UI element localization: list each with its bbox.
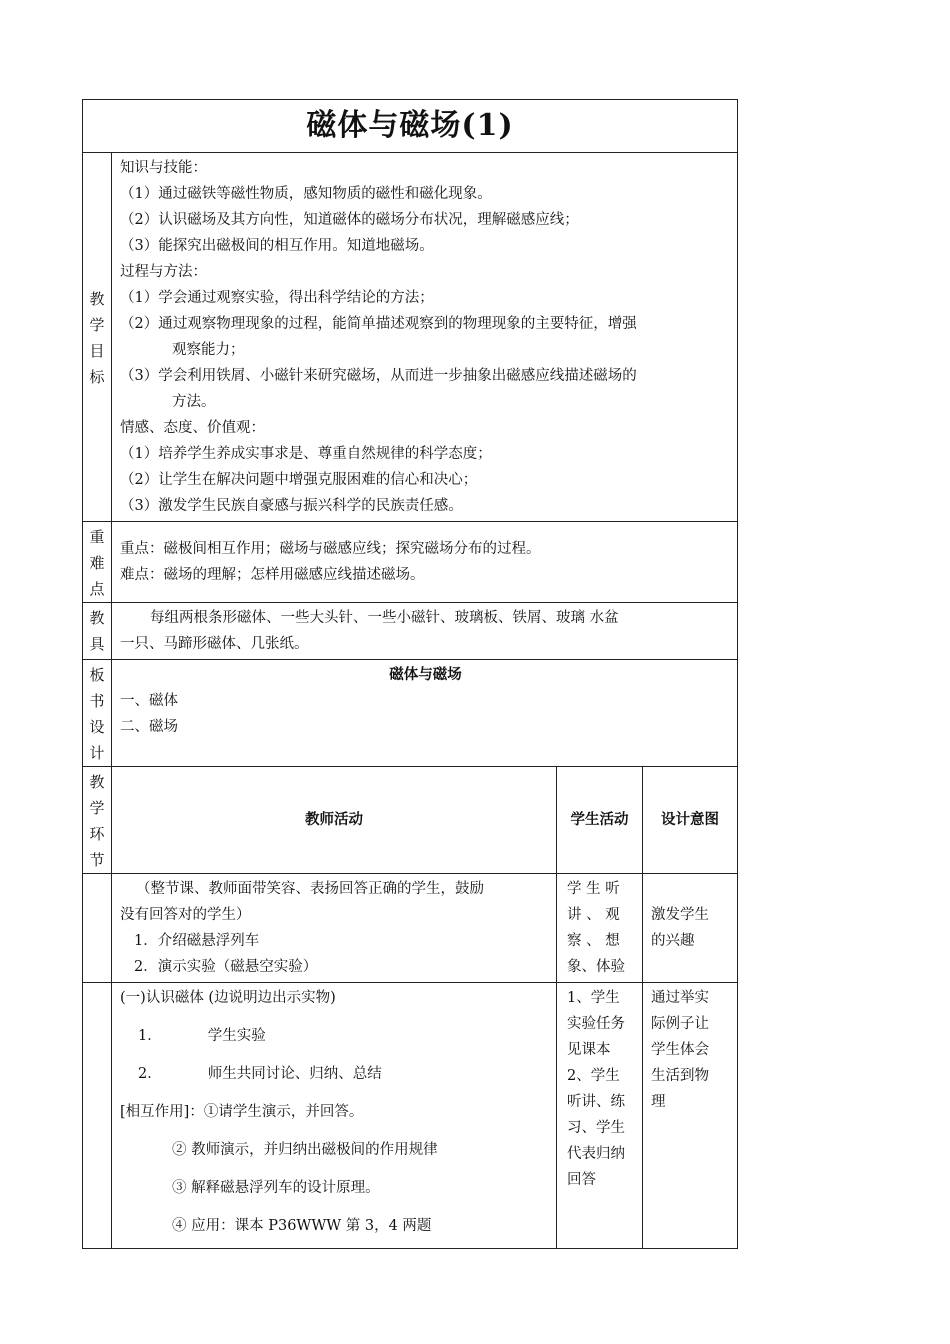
row1-teacher-line: 1．介绍磁悬浮列车 [134,933,260,949]
row2-step2: 2． 师生共同讨论、归纳、总结 [138,1066,382,1082]
row2-intent-line: 学生体会 [651,1042,709,1058]
row1-student-line: 学 生 听 [567,881,620,897]
board-content [112,660,738,767]
row1-teacher-line: 没有回答对的学生） [120,907,251,923]
board-label: 板 书 设 计 [83,660,112,767]
objective-line: （1）学会通过观察实验，得出科学结论的方法； [120,290,434,306]
objective-line: （2）认识磁场及其方向性，知道磁体的磁场分布状况，理解磁感应线； [120,212,579,228]
row1-intent-line: 激发学生 [651,907,709,923]
objective-line: 情感、态度、价值观： [120,420,265,436]
row2-point: ③ 解释磁悬浮列车的设计原理。 [172,1180,380,1196]
objective-line: （1）培养学生养成实事求是、尊重自然规律的科学态度； [120,446,492,462]
tools-line: 每组两根条形磁体、一些大头针、一些小磁针、玻璃板、铁屑、玻璃 水盆 [150,610,619,626]
row1-teacher [112,874,557,983]
row2-point: ④ 应用：课本 P36WWW 第 3，4 两题 [172,1218,432,1234]
objective-line: （1）通过磁铁等磁性物质，感知物质的磁性和磁化现象。 [120,186,492,202]
row2-intent-line: 通过举实 [651,990,709,1006]
lesson-plan-table [82,99,738,1249]
row2-student-line: 1、学生 [567,990,620,1006]
row2-step1: 1． 学生实验 [138,1028,266,1044]
teacher-activity-header: 教师活动 [112,767,557,874]
row1-intent [643,874,738,983]
tools-content [112,603,738,660]
row1-student [557,874,643,983]
row2-teacher [112,983,557,1249]
row2-student-line: 实验任务 [567,1016,625,1032]
row2-student-line: 见课本 [567,1042,611,1058]
row1-student-line: 察 、 想 [567,933,620,949]
row2-student-line: 听讲、练 [567,1094,625,1110]
row2-interaction: [相互作用]：①请学生演示，并回答。 [120,1104,364,1120]
row2-intent-line: 际例子让 [651,1016,709,1032]
objective-line: （2）让学生在解决问题中增强克服困难的信心和决心； [120,472,478,488]
objective-line: （3）能探究出磁极间的相互作用。知道地磁场。 [120,238,434,254]
row2-intro: (一)认识磁体 (边说明边出示实物) [120,990,336,1006]
row1-teacher-line: 2．演示实验（磁悬空实验） [134,959,318,975]
objective-line: 过程与方法： [120,264,207,280]
row2-student-line: 代表归纳 [567,1146,625,1162]
row1-student-line: 讲 、 观 [567,907,620,923]
objectives-content [112,153,738,522]
row1-student-line: 象、体验 [567,959,625,975]
row2-student-line: 习、学生 [567,1120,625,1136]
row2-intent-line: 理 [651,1094,666,1110]
objective-line: （3）学会利用铁屑、小磁针来研究磁场，从而进一步抽象出磁感应线描述磁场的 [120,368,637,384]
objective-line: 方法。 [172,394,216,410]
process-label: 教 学 环 节 [83,767,112,874]
difficulty-text: 难点：磁场的理解；怎样用磁感应线描述磁场。 [120,567,425,583]
row2-student-line: 回答 [567,1172,596,1188]
tools-line: 一只、马蹄形磁体、几张纸。 [120,636,309,652]
row1-intent-line: 的兴趣 [651,933,695,949]
row2-intent [643,983,738,1249]
page-title: 磁体与磁场(1) [83,100,738,153]
objective-line: （3）激发学生民族自豪感与振兴科学的民族责任感。 [120,498,463,514]
objective-line: 知识与技能： [120,160,207,176]
objectives-label: 教 学 目 标 [83,153,112,522]
board-item: 二、磁场 [120,719,178,735]
student-activity-header: 学生活动 [557,767,643,874]
row2-student [557,983,643,1249]
design-intent-header: 设计意图 [643,767,738,874]
objective-line: （2）通过观察物理现象的过程，能简单描述观察到的物理现象的主要特征，增强 [120,316,637,332]
row2-student-line: 2、学生 [567,1068,620,1084]
focus-text: 重点：磁极间相互作用；磁场与磁感应线；探究磁场分布的过程。 [120,541,541,557]
objective-line: 观察能力； [172,342,245,358]
tools-label: 教 具 [83,603,112,660]
board-heading: 磁体与磁场 [389,667,462,683]
key-points-content [112,522,738,603]
key-points-label: 重 难 点 [83,522,112,603]
row1-teacher-line: （整节课、教师面带笑容、表扬回答正确的学生，鼓励 [136,881,484,897]
row2-label-cell [83,983,112,1249]
board-item: 一、磁体 [120,693,178,709]
row2-point: ② 教师演示，并归纳出磁极间的作用规律 [172,1142,438,1158]
row1-label-cell [83,874,112,983]
lesson-plan-document [82,99,737,1249]
row2-intent-line: 生活到物 [651,1068,709,1084]
